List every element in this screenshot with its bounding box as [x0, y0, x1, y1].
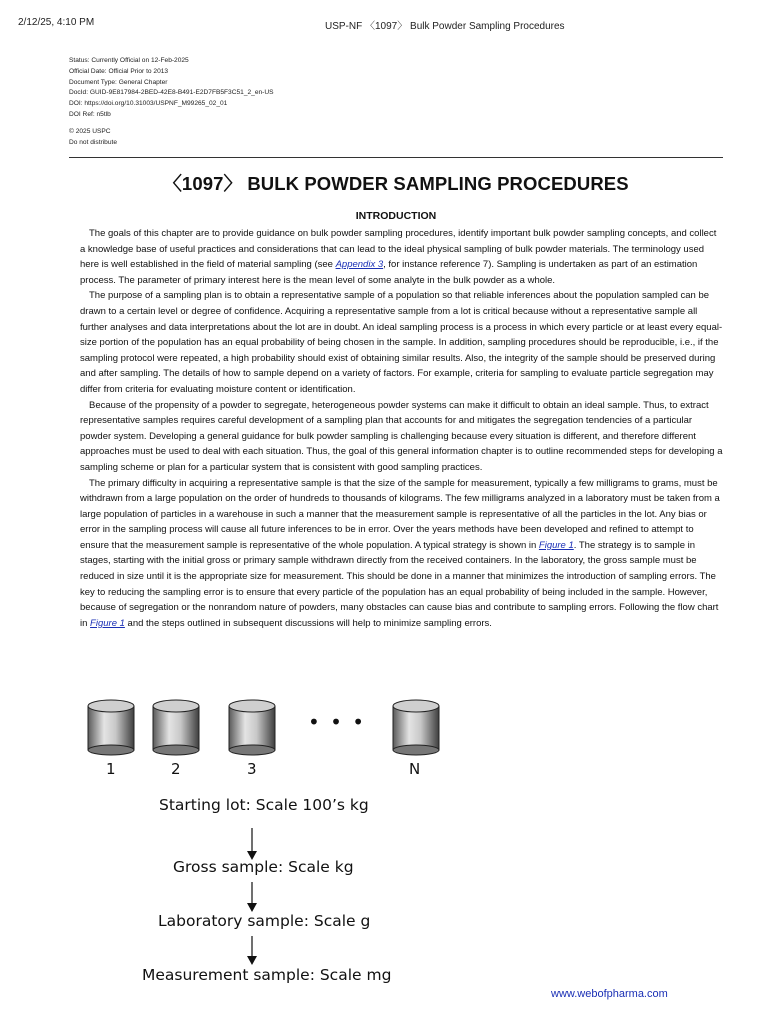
- appendix-3-link[interactable]: Appendix 3: [335, 259, 384, 271]
- chapter-body: [80, 226, 723, 631]
- meta-doi: DOI: https://doi.org/10.31003/USPNF_M99265_02_01: [69, 100, 228, 108]
- figure-1-sampling-flowchart: [82, 696, 482, 996]
- header-divider: [69, 157, 723, 158]
- arrow-down-icon: [247, 882, 257, 912]
- drum-1-icon: [88, 700, 134, 755]
- meta-docid: DocId: GUID-9E817984-2BED-42E8-B491-E2D7FB5F3C51_2_en-US: [69, 89, 274, 97]
- print-title: USP-NF 〈1097〉 Bulk Powder Sampling Procedures: [325, 21, 565, 32]
- meta-doc-type: Document Type: General Chapter: [69, 78, 168, 86]
- figure-1-link-2[interactable]: Figure 1: [90, 617, 125, 629]
- arrow-down-icon: [247, 936, 257, 965]
- meta-doi-ref: DOI Ref: n5tlb: [69, 110, 111, 118]
- container-label: 2: [171, 760, 181, 778]
- source-website: www.webofpharma.com: [551, 988, 668, 1000]
- container-label: 3: [247, 760, 257, 778]
- figure-graphics: [82, 696, 482, 996]
- arrow-down-icon: [247, 828, 257, 860]
- container-label: 1: [106, 760, 116, 778]
- paragraph-2: The purpose of a sampling plan is to obtain a representative sample of a population so that reliable inferences about the population sampled can be drawn to a certain level or degree of confidence. Acquiring a representative sample from a lot is critical because without a representative sample all further analyses and data interpretations about the lot are in doubt. An ideal sampling process is a process in which every particle or at least every equal-size portion of the population has an equal probability of being chosen in the sample. In addition, sampling procedures should be reproducible, i.e., if the sampling protocol were repeated, a high probability should exist of obtaining similar results. Also, the integrity of the sample should be preserved during and after sampling. The details of how to sample depend on a variety of factors. For example, criteria for sampling to evaluate particle segregation may differ from criteria for evaluating moisture content or identification.: [80, 290, 723, 395]
- drum-2-icon: [153, 700, 199, 755]
- container-label: N: [409, 760, 421, 778]
- chapter-title: 〈1097〉 BULK POWDER SAMPLING PROCEDURES: [163, 173, 629, 194]
- figure-1-link[interactable]: Figure 1: [538, 539, 574, 551]
- step-gross-sample: Gross sample: Scale kg: [173, 858, 354, 876]
- meta-distribution: Do not distribute: [69, 138, 118, 146]
- paragraph-4: The primary difficulty in acquiring a representative sample is that the size of the sample for measurement, typically a few milligrams to grams, must be withdrawn from a large population on the order of hundreds to thousands of kilograms. The few milligrams analyzed in a laboratory must be taken from a large population of particles in a warehouse in such a manner that the measurement sample is representative of all the particles in the lot. Any bias or error in the sampling process will cause all future inferences to be in error. Over the years methods have been developed and refined to attempt to ensure that the measurement sample is representative of the whole population. A typical strategy is shown in Figure 1. The strategy is to sample in stages, starting with the initial gross or primary sample withdrawn directly from the received containers. In the laboratory, the gross sample must be reduced in size until it is the appropriate size for measurement. This should be done in a manner that minimizes the introduction of sampling errors. The key to reducing the sampling error is to ensure that every particle of the population has an equal probability of being included in the sample. However, because of segregation or the nonrandom nature of powders, many obstacles can cause bias and contribute to sampling errors. Following the flow chart in Figure 1 and the steps outlined in subsequent discussions will help to minimize sampling errors.: [80, 477, 720, 629]
- paragraph-3: Because of the propensity of a powder to segregate, heterogeneous powder systems can make it difficult to obtain an ideal sample. Thus, to extract representative samples requires careful development of a sampling plan that accounts for and mitigates the segregation tendencies of a particular powder system. Developing a general guidance for bulk powder sampling is challenging because every situation is different, and therefore different approaches must be used to deal with each situation. Thus, the goal of this general information chapter is to outline recommended steps for developing a sampling scheme or plan for a particular system that is consistent with good sampling practices.: [80, 399, 723, 473]
- print-date: 2/12/25, 4:10 PM: [18, 17, 95, 28]
- meta-status: Status: Currently Official on 12-Feb-2025: [69, 57, 189, 64]
- section-heading: INTRODUCTION: [355, 210, 437, 222]
- document-metadata: [69, 56, 274, 148]
- drum-3-icon: [229, 700, 275, 755]
- paragraph-1: The goals of this chapter are to provide guidance on bulk powder sampling procedures, identify important bulk powder sampling concepts, and collect a knowledge base of useful practices and considerations that can lead to the ideal physical sampling of bulk powder materials. The terminology used here is well established in the field of material sampling (see Appendix 3, for instance reference 7). Sampling is undertaken as part of an estimation process. The parameter of primary interest here is the mean level of some analyte in the bulk powder as a whole.: [80, 228, 717, 286]
- meta-copyright: © 2025 USPC: [69, 127, 111, 135]
- ellipsis-dots: • • •: [308, 710, 367, 734]
- drum-n-icon: [393, 700, 439, 755]
- step-starting-lot: Starting lot: Scale 100’s kg: [159, 796, 369, 814]
- step-measurement-sample: Measurement sample: Scale mg: [142, 966, 392, 984]
- step-laboratory-sample: Laboratory sample: Scale g: [158, 912, 371, 930]
- meta-official-date: Official Date: Official Prior to 2013: [69, 67, 169, 75]
